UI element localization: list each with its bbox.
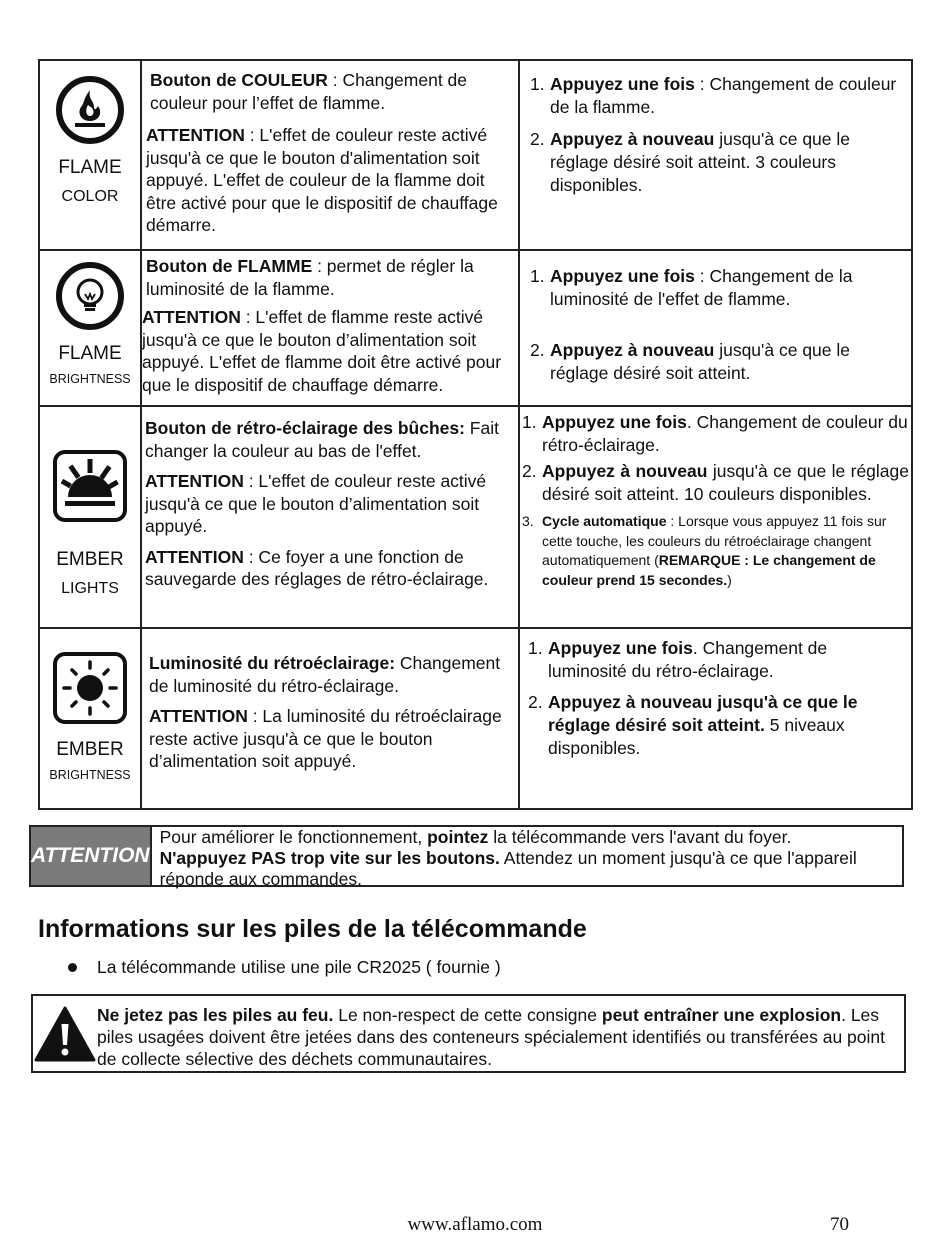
step-item: 2. Appuyez à nouveau jusqu'à ce que le réglage désiré soit atteint. 3 couleurs disponibles.: [530, 129, 851, 195]
table-row-flame-color: [39, 60, 912, 250]
attention-label: ATTENTION: [31, 827, 152, 885]
description-cell: [141, 60, 519, 250]
steps-cell: [519, 60, 912, 250]
step-item: 2. Appuyez à nouveau jusqu'à ce que le réglage désiré soit atteint. 10 couleurs disponibles.: [522, 461, 910, 504]
button-name: EMBER: [56, 549, 124, 570]
attention-note: ATTENTION : L'effet de couleur reste activé jusqu'à ce que le bouton d'alimentation soit appuyé. L'effet de couleur de la flamme doit être activé pour que le dispositif de chauffage démarre.: [146, 125, 498, 235]
table-row-ember-lights: [39, 406, 912, 628]
button-name: EMBER: [56, 739, 124, 760]
button-name: FLAME: [58, 343, 122, 364]
warning-icon-cell: [33, 996, 97, 1071]
description-cell: [141, 250, 519, 406]
bullet-dot: [68, 963, 77, 972]
icon-cell: [39, 250, 141, 406]
steps-cell: [519, 406, 912, 628]
button-description: Bouton de COULEUR : Changement de couleur pour l’effet de flamme.: [150, 70, 468, 113]
attention-note: ATTENTION : L'effet de couleur reste activé jusqu'à ce que le bouton d’alimentation soit appuyé.: [145, 471, 487, 536]
button-subname: COLOR: [61, 188, 119, 205]
list-item: [68, 957, 501, 978]
attention-note: ATTENTION : L'effet de flamme reste activé jusqu'à ce que le bouton d’alimentation soit appuyé. L'effet de flamme doit être activé pour que le dispositif de chauffage démarre.: [142, 307, 502, 395]
warning-triangle-icon: [33, 1005, 97, 1063]
button-functions-table: [38, 59, 913, 810]
flame-in-circle-icon: [55, 75, 125, 145]
step-item: 1. Appuyez une fois. Changement de luminosité du rétro-éclairage.: [528, 638, 828, 681]
button-name: FLAME: [58, 157, 122, 178]
steps-cell: [519, 250, 912, 406]
description-cell: [141, 406, 519, 628]
button-description: Bouton de rétro-éclairage des bûches: Fait changer la couleur au bas de l'effet.: [145, 418, 499, 461]
step-item: 1. Appuyez une fois. Changement de couleur du rétro-éclairage.: [522, 412, 908, 455]
button-subname: LIGHTS: [61, 580, 119, 597]
icon-cell: [39, 60, 141, 250]
footer-url: www.aflamo.com: [407, 1214, 543, 1235]
step-item: 2. Appuyez à nouveau jusqu'à ce que le réglage désiré soit atteint.: [530, 340, 851, 383]
step-item: 2. Appuyez à nouveau jusqu'à ce que le réglage désiré soit atteint. 5 niveaux disponibles.: [528, 692, 858, 758]
button-subname: BRIGHTNESS: [49, 768, 131, 782]
attention-note: ATTENTION : La luminosité du rétroéclairage reste active jusqu'à ce que le bouton d’alimentation soit appuyé.: [149, 706, 502, 771]
section-title: Informations sur les piles de la télécommande: [38, 915, 587, 943]
bullet-text: La télécommande utilise une pile CR2025 ( fournie ): [97, 957, 501, 977]
warning-text: Ne jetez pas les piles au feu. Le non-respect de cette consigne peut entraîner une explosion. Les piles usagées doivent être jetées dans des conteneurs spécialement identifiés ou transférées au point de collecte sélective des déchets communautaires.: [97, 1005, 885, 1069]
table-row-flame-brightness: [39, 250, 912, 406]
table-row-ember-brightness: [39, 628, 912, 809]
icon-cell: [39, 406, 141, 628]
light-bulb-in-circle-icon: [55, 261, 125, 331]
warning-box: [31, 994, 906, 1073]
icon-cell: [39, 628, 141, 809]
description-cell: [141, 628, 519, 809]
attention-note: ATTENTION : Ce foyer a une fonction de sauvegarde des réglages de rétro-éclairage.: [145, 546, 489, 589]
button-description: Bouton de FLAMME : permet de régler la luminosité de la flamme.: [146, 256, 474, 299]
page-number: 70: [830, 1214, 849, 1235]
attention-text: Pour améliorer le fonctionnement, pointez la télécommande vers l'avant du foyer. N'appuyez PAS trop vite sur les boutons. Attendez un moment jusqu'à ce que l'appareil réponde aux commandes.: [159, 827, 857, 889]
attention-box: [29, 825, 904, 887]
sunrise-icon: [52, 449, 128, 523]
button-subname: BRIGHTNESS: [49, 372, 131, 386]
step-item: 3. Cycle automatique : Lorsque vous appuyez 11 fois sur cette touche, les couleurs du rétroéclairage changent automatiquement (REMARQUE : Le changement de couleur prend 15 secondes.): [522, 513, 887, 588]
steps-cell: [519, 628, 912, 809]
step-item: 1. Appuyez une fois : Changement de la luminosité de l'effet de flamme.: [530, 266, 853, 309]
sun-icon: [52, 651, 128, 725]
step-item: 1. Appuyez une fois : Changement de couleur de la flamme.: [530, 74, 897, 117]
button-description: Luminosité du rétroéclairage: Changement de luminosité du rétro-éclairage.: [149, 653, 501, 696]
